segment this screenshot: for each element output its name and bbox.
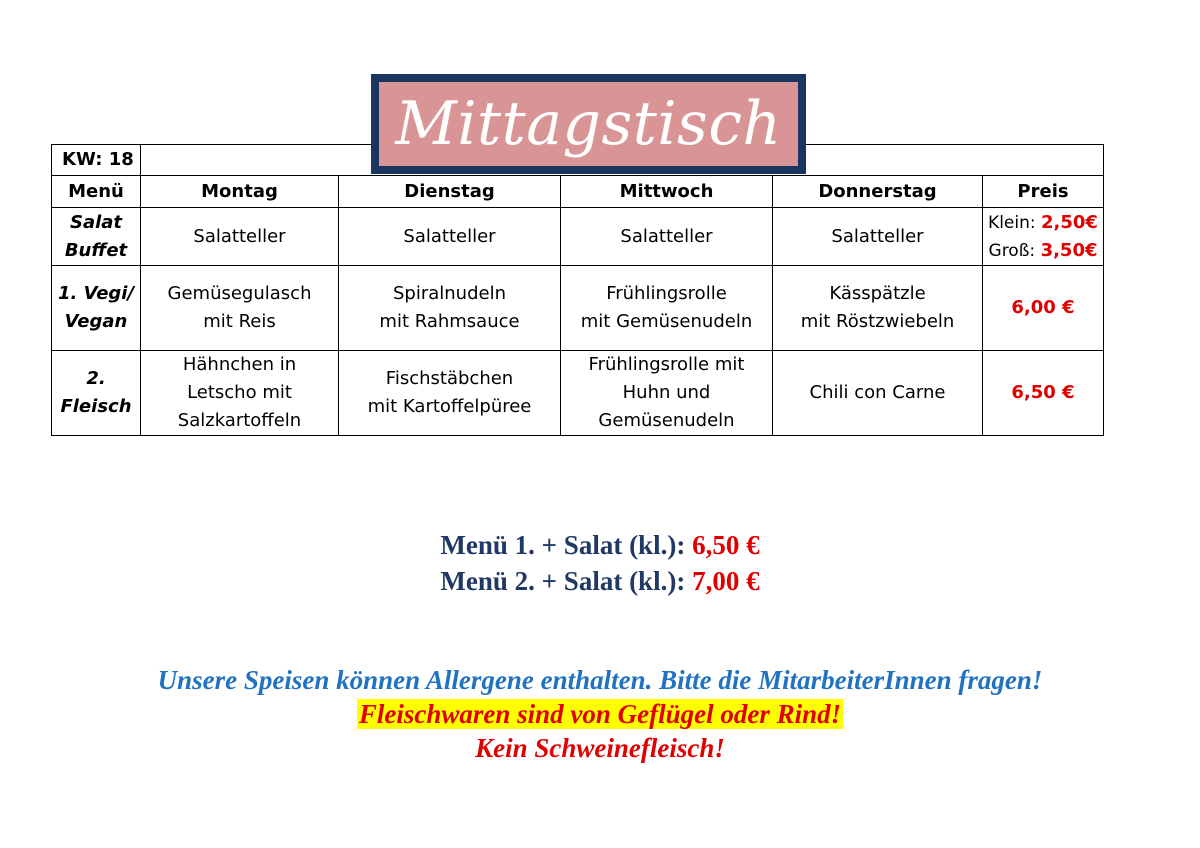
combo-offer-1 xyxy=(0,527,1200,563)
notes xyxy=(0,663,1200,765)
combo-price: 6,50 € xyxy=(692,530,760,560)
combo-offers xyxy=(0,527,1200,599)
meat-tuesday: Fischstäbchen mit Kartoffelpüree xyxy=(339,351,561,436)
vegi-thursday: Kässpätzle mit Röstzwiebeln xyxy=(773,266,983,351)
salad-price-small: Klein: 2,50€ xyxy=(988,211,1098,233)
header-tuesday: Dienstag xyxy=(339,176,561,208)
meat-price: 6,50 € xyxy=(983,351,1104,436)
vegi-wednesday: Frühlingsrolle mit Gemüsenudeln xyxy=(561,266,773,351)
allergen-note: Unsere Speisen können Allergene enthalten. Bitte die MitarbeiterInnen fragen! xyxy=(157,665,1043,695)
combo-price: 7,00 € xyxy=(692,566,760,596)
header-price: Preis xyxy=(983,176,1104,208)
week-label: KW: 18 xyxy=(52,145,141,176)
combo-label: Menü 1. + Salat (kl.): xyxy=(440,530,686,560)
page-title: Mittagstisch xyxy=(379,82,798,166)
meat-row xyxy=(52,351,1104,436)
salad-wednesday: Salatteller xyxy=(561,208,773,266)
header-row xyxy=(52,176,1104,208)
menu-table xyxy=(51,144,1104,436)
combo-offer-2 xyxy=(0,563,1200,599)
vegi-row xyxy=(52,266,1104,351)
meat-thursday: Chili con Carne xyxy=(773,351,983,436)
no-pork-note: Kein Schweinefleisch! xyxy=(475,733,725,763)
category-salad: Salat Buffet xyxy=(52,208,141,266)
header-wednesday: Mittwoch xyxy=(561,176,773,208)
category-vegi: 1. Vegi/ Vegan xyxy=(52,266,141,351)
salad-thursday: Salatteller xyxy=(773,208,983,266)
salad-tuesday: Salatteller xyxy=(339,208,561,266)
combo-label: Menü 2. + Salat (kl.): xyxy=(440,566,686,596)
header-thursday: Donnerstag xyxy=(773,176,983,208)
meat-monday: Hähnchen in Letscho mit Salzkartoffeln xyxy=(141,351,339,436)
meat-source-note: Fleischwaren sind von Geflügel oder Rind! xyxy=(358,699,842,729)
header-monday: Montag xyxy=(141,176,339,208)
meat-wednesday: Frühlingsrolle mit Huhn und Gemüsenudeln xyxy=(561,351,773,436)
vegi-tuesday: Spiralnudeln mit Rahmsauce xyxy=(339,266,561,351)
vegi-monday: Gemüsegulasch mit Reis xyxy=(141,266,339,351)
salad-row xyxy=(52,208,1104,266)
header-menu: Menü xyxy=(52,176,141,208)
salad-price xyxy=(983,208,1104,266)
salad-price-large: Groß: 3,50€ xyxy=(988,239,1098,261)
title-banner xyxy=(371,74,806,174)
category-meat: 2. Fleisch xyxy=(52,351,141,436)
salad-monday: Salatteller xyxy=(141,208,339,266)
vegi-price: 6,00 € xyxy=(983,266,1104,351)
